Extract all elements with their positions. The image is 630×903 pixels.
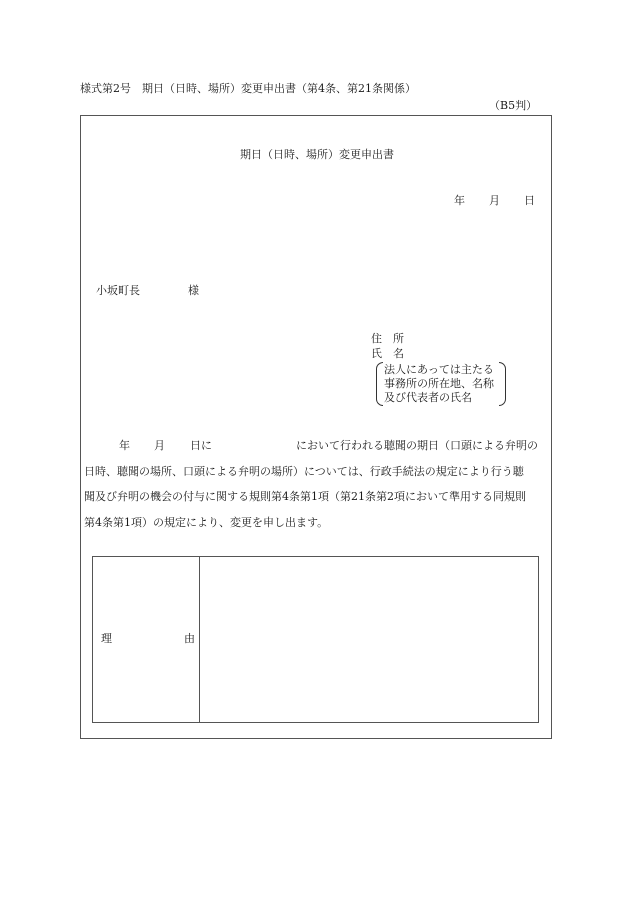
date-month-label: 月 [489,194,500,207]
table-divider [199,557,200,722]
reason-table [92,556,539,723]
applicant-note-line: 法人にあっては主たる [384,363,494,376]
request-body-text [84,433,554,535]
reason-label-right: 由 [184,632,195,645]
date-day-label: 日 [524,194,535,207]
body-line: 日時、聴聞の場所、口頭による弁明の場所）については、行政手続法の規定により行う聴 [84,464,524,478]
name-label: 氏 名 [371,347,404,360]
form-number-title: 様式第2号 期日（日時、場所）変更申出書（第4条、第21条関係） [80,82,416,95]
reason-value-cell[interactable] [205,565,533,715]
body-line: 聞及び弁明の機会の付与に関する規則第4条第1項（第21条第2項において準用する同規則 [84,490,526,503]
address-label: 住 所 [371,332,404,345]
document-title: 期日（日時、場所）変更申出書 [240,148,394,161]
body-day-label: 日に [190,439,212,452]
right-paren-bracket [499,362,506,406]
body-month-label: 月 [154,439,165,452]
applicant-note-line: 事務所の所在地、名称 [384,377,494,390]
date-year-label: 年 [454,194,465,207]
addressee: 小坂町長 [96,284,140,297]
applicant-note-line: 及び代表者の氏名 [384,391,472,404]
left-paren-bracket [376,362,383,406]
addressee-honorific: 様 [188,284,199,297]
body-year-label: 年 [119,439,130,452]
paper-size-label: （B5判） [489,99,538,112]
body-line: 第4条第1項）の規定により、変更を申し出ます。 [84,515,329,529]
body-line [84,433,554,459]
applicant-note-bracket [376,362,506,408]
body-text-segment: において行われる聴聞の期日（口頭による弁明の [296,439,538,452]
reason-label-left: 理 [101,632,112,645]
